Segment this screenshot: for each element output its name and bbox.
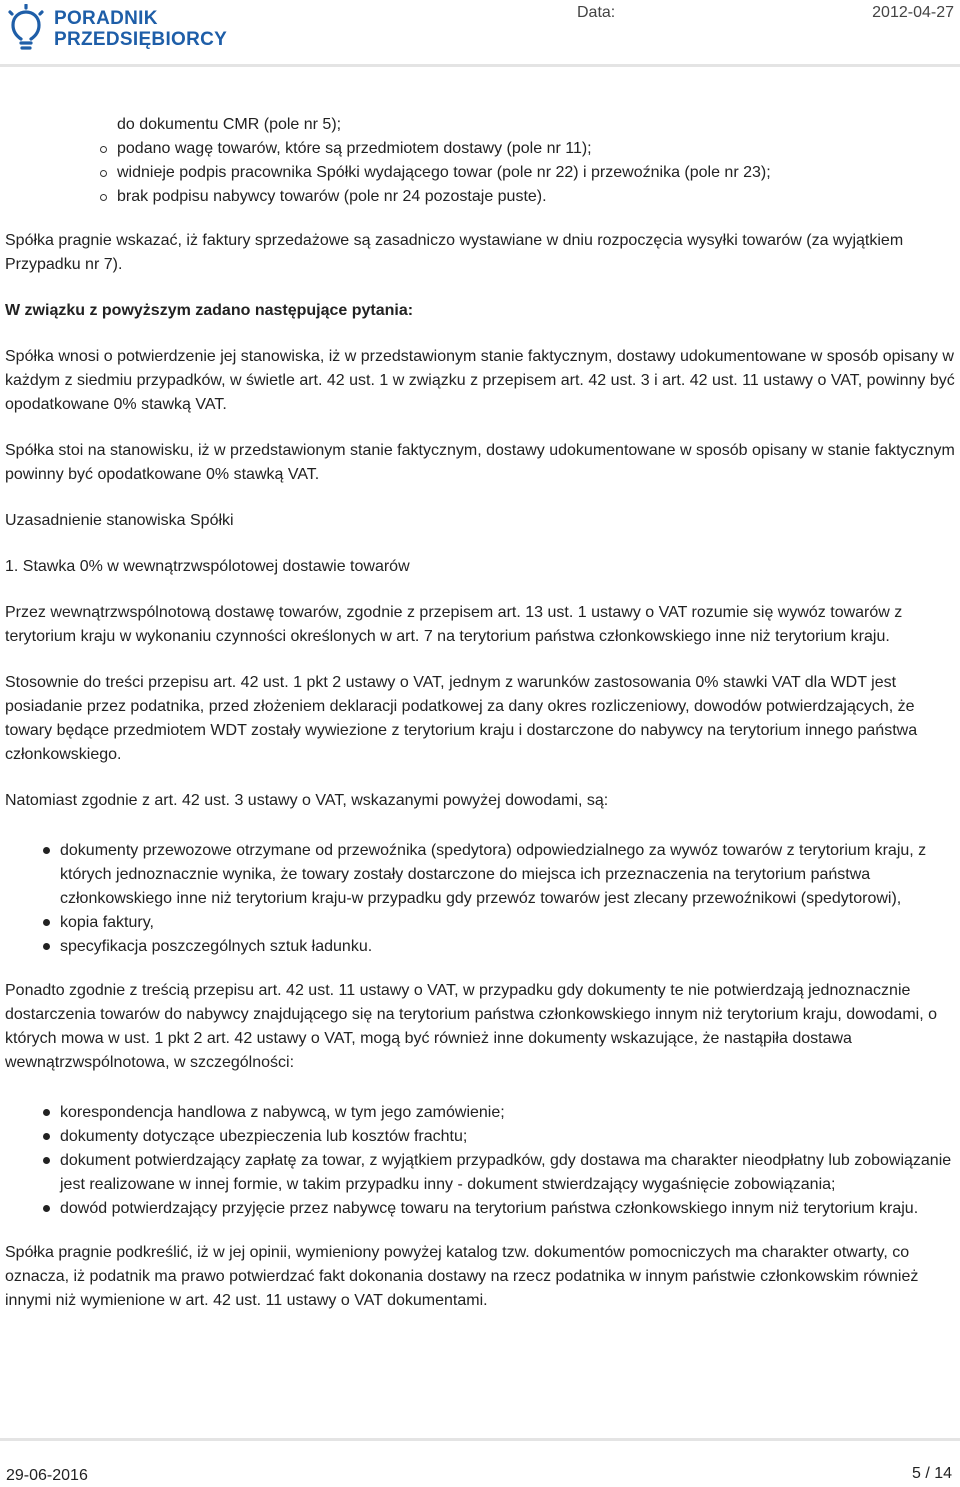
lightbulb-icon (6, 4, 50, 52)
list-item: dokumenty dotyczące ubezpieczenia lub kosztów frachtu; (60, 1125, 955, 1149)
footer-divider (0, 1438, 960, 1441)
document-body (5, 113, 955, 1335)
list-item: specyfikacja poszczególnych sztuk ładunku. (60, 935, 955, 959)
list-item: dowód potwierdzający przyjęcie przez nabywcę towaru na terytorium państwa członkowskiego innym niż terytorium kraju. (60, 1197, 955, 1221)
list-item: widnieje podpis pracownika Spółki wydającego towar (pole nr 22) i przewoźnika (pole nr 23); (117, 161, 955, 185)
list-item: podano wagę towarów, które są przedmiotem dostawy (pole nr 11); (117, 137, 955, 161)
brand-line-2: PRZEDSIĘBIORCY (54, 29, 228, 50)
header-divider (0, 64, 960, 67)
paragraph-wdt-definition: Przez wewnątrzwspólnotową dostawę towarów, zgodnie z przepisem art. 13 ust. 1 ustawy o VAT rozumie się wywóz towarów z terytorium kraju w wykonaniu czynności określonych w art. 7 na terytorium państwa członkowskiego inne niż terytorium kraju. (5, 604, 903, 645)
evidence-list (5, 839, 955, 959)
other-documents-list (5, 1101, 955, 1221)
paragraph-evidence-intro: Natomiast zgodnie z art. 42 ust. 3 ustawy o VAT, wskazanymi powyżej dowodami, są: (5, 792, 609, 809)
paragraph-position: Spółka stoi na stanowisku, iż w przedstawionym stanie faktycznym, dostawy udokumentowane w sposób opisany w stanie faktycznym powinny być opodatkowane 0% stawką VAT. (5, 442, 955, 483)
date-label: Data: (577, 4, 616, 21)
footer-date: 29-06-2016 (6, 1467, 88, 1484)
paragraph-request: Spółka wnosi o potwierdzenie jej stanowiska, iż w przedstawionym stanie faktycznym, dostawy udokumentowane w sposób opisany w każdym z siedmiu przypadków, w świetle art. 42 ust. 1 w związku z przepisem art. 42 ust. 3 i art. 42 ust. 11 ustawy o VAT, powinny być opodatkowane 0% stawką VAT. (5, 348, 955, 413)
paragraph-open-catalog: Spółka pragnie podkreślić, iż w jej opinii, wymieniony powyżej katalog tzw. dokumentów pomocniczych ma charakter otwarty, co oznacza, iż podatnik ma prawo potwierdzać fakt dokonania dostawy na rzecz podatnika w innym państwie członkowskim również innymi niż wymienione w art. 42 ust. 11 ustawy o VAT dokumentami. (5, 1244, 919, 1309)
list-item: korespondencja handlowa z nabywcą, w tym jego zamówienie; (60, 1101, 955, 1125)
brand-name (54, 8, 227, 50)
questions-heading: W związku z powyższym zadano następujące pytania: (5, 302, 414, 319)
brand-line-1: PORADNIK (54, 8, 158, 29)
list-item: do dokumentu CMR (pole nr 5); (117, 116, 342, 133)
brand-logo (6, 2, 236, 54)
page-number: 5 / 14 (911, 1465, 952, 1482)
list-item: dokumenty przewozowe otrzymane od przewoźnika (spedytora) odpowiedzialnego za wywóz towarów z terytorium kraju, z których jednoznacznie wynika, że towary zostały dostarczone do miejsca ich przeznaczenia na terytorium państwa członkowskiego inne niż terytorium kraju-w przypadku gdy przewóz towarów jest zlecany przewoźnikowi (spedytorowi), (60, 839, 955, 911)
list-item: kopia faktury, (60, 911, 955, 935)
page-header (0, 0, 960, 64)
paragraph-other-documents: Ponadto zgodnie z treścią przepisu art. 42 ust. 11 ustawy o VAT, w przypadku gdy dokumenty te nie potwierdzają jednoznacznie dostarczenia towarów do nabywcy znajdującego się na terytorium państwa członkowskiego innym niż terytorium kraju, dowodami, o których mowa w ust. 1 pkt 2 art. 42 ustawy o VAT, mogą być również inne dokumenty wskazujące, że nastąpiła dostawa wewnątrzwspólnotowa, w szczególności: (5, 982, 937, 1071)
section-heading-1: 1. Stawka 0% w wewnątrzwspólotowej dostawie towarów (5, 558, 410, 575)
paragraph-invoices: Spółka pragnie wskazać, iż faktury sprzedażowe są zasadniczo wystawiane w dniu rozpoczęcia wysyłki towarów (za wyjątkiem Przypadku nr 7). (5, 232, 904, 273)
date-value: 2012-04-27 (872, 4, 954, 21)
justification-heading: Uzasadnienie stanowiska Spółki (5, 512, 234, 529)
cmr-conditions-list (5, 113, 955, 209)
list-item: brak podpisu nabywcy towarów (pole nr 24 pozostaje puste). (117, 185, 955, 209)
paragraph-wdt-conditions: Stosownie do treści przepisu art. 42 ust. 1 pkt 2 ustawy o VAT, jednym z warunków zastosowania 0% stawki VAT dla WDT jest posiadanie przez podatnika, przed złożeniem deklaracji podatkowej za dany okres rozliczeniowy, dowodów potwierdzających, że towary będące przedmiotem WDT zostały wywiezione z terytorium kraju i dostarczone do nabywcy na terytorium innego państwa członkowskiego. (5, 674, 918, 763)
list-item: dokument potwierdzający zapłatę za towar, z wyjątkiem przypadków, gdy dostawa ma charakter nieodpłatny lub zobowiązanie jest realizowane w innej formie, w takim przypadku inny - dokument stwierdzający wygaśnięcie zobowiązania; (60, 1149, 955, 1197)
